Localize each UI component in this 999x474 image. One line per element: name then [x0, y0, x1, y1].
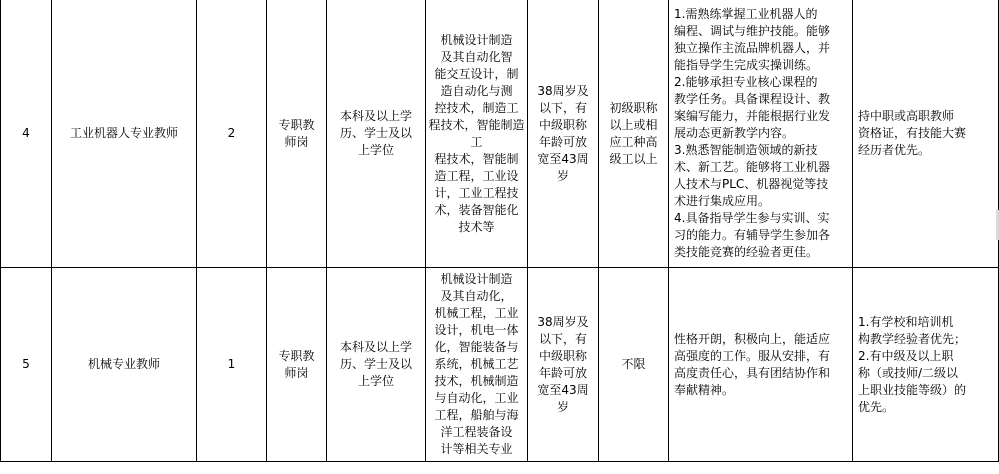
row-number: 5: [22, 357, 30, 371]
hiring-count: 2: [227, 126, 236, 140]
remarks: 持中职或高职教师 资格证，有技能大赛 经历者优先。: [858, 109, 967, 157]
age-requirement: 38周岁及 以下，有 中级职称 年龄可放 宽至43周 岁: [537, 83, 589, 183]
position-name: 工业机器人专业教师: [69, 126, 178, 140]
hiring-count: 1: [227, 357, 236, 371]
grid-line: [852, 0, 853, 462]
position-name: 机械专业教师: [87, 357, 160, 371]
job-requirements: 性格开朗，积极向上，能适应 高强度的工作。服从安排，有 高度责任心，具有团结协作和 奉献精神。: [674, 331, 831, 397]
remarks: 1.有学校和培训机 构教学经验者优先； 2.有中级及以上职 称（或技师/二级以 上职业技能等级）的 优先。: [858, 314, 967, 414]
education-requirement: 本科及以上学 历、学士及以 上学位: [339, 109, 412, 157]
grid-line: [0, 461, 999, 462]
title-requirement: 不限: [621, 357, 646, 371]
row-number: 4: [22, 126, 30, 140]
job-requirements: 1.需熟练掌握工业机器人的 编程、调试与维护技能。能够 独立操作主流品牌机器人，并 能指导学生完成实操训练。 2.能够承担专业核心课程的 教学任务。具备课程设计、教 案编写能力，并能根据行业发 展动态更新教学内容。 3.熟悉智能制造领域的新技 术、新工艺。能够将工业机器 人技术与PLC、机器视觉等技 术进行集成应用。 4.具备指导学生参与实训、实 习的能力。有辅导学生参加各 类技能竞赛的经验者更佳。: [674, 7, 831, 259]
post-type: 专职教 师岗: [278, 117, 315, 149]
major-requirement: 机械设计制造 及其自动化， 机械工程，工业 设计，机电一体 化，智能装备与 系统，机械工艺 技术，机械制造 与自动化，工业 工程，船舶与海 洋工程装备设 计等相关专业: [434, 272, 519, 456]
education-requirement: 本科及以上学 历、学士及以 上学位: [339, 340, 412, 388]
title-requirement: 初级职称 以上或相 应工种高 级工以上: [609, 100, 658, 166]
major-requirement: 机械设计制造 及其自动化智 能交互设计，制 造自动化与测 控技术，制造工 程技术，智能制造工 程技术，智能制 造工程，工业设 计，工业工程技 术，装备智能化 技术等: [428, 32, 525, 234]
grid-line: [668, 0, 669, 462]
age-requirement: 38周岁及 以下，有 中级职称 年龄可放 宽至43周 岁: [537, 314, 589, 414]
post-type: 专职教 师岗: [278, 348, 315, 380]
